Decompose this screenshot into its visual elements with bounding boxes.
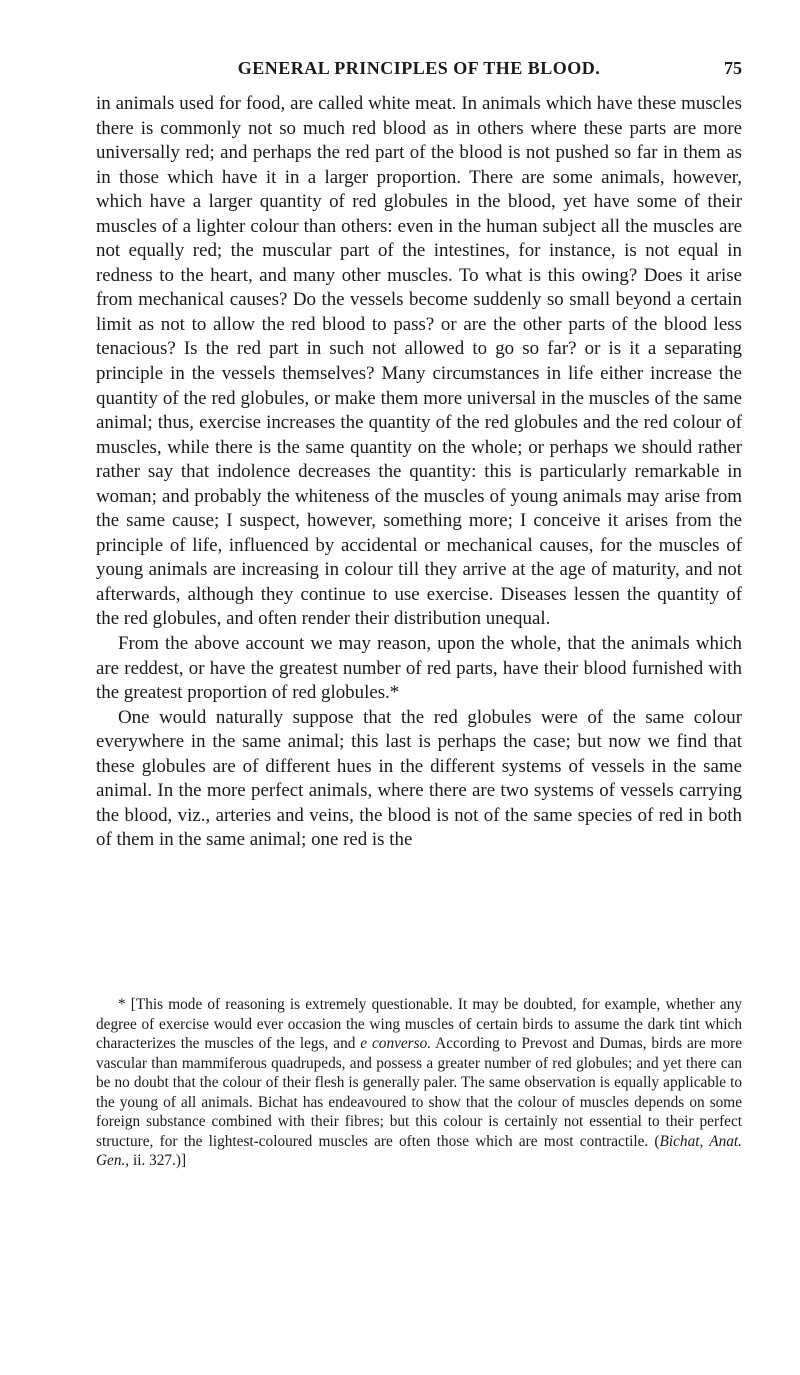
footnote-citation: Bichat, Anat. Gen.,	[96, 1132, 742, 1170]
running-head	[96, 58, 742, 82]
footnote	[96, 995, 742, 1171]
body-text	[96, 92, 742, 853]
footnote-italic-e-converso: e converso.	[360, 1035, 432, 1053]
paragraph-reasoning: From the above account we may reason, upon the whole, that the animals which are reddest, or have the greatest number of red parts, have their blood furnished with the greatest proportion of red globules.*	[96, 633, 742, 704]
footnote-text-3: ii. 327.)]	[129, 1152, 187, 1170]
footnote-text-1: * [This mode of reasoning is extremely questionable. It may be doubted, for example, whether any degree of exercise would ever occasion the wing muscles of certain birds to assume the dark tint which characterizes the muscles of the legs, and	[96, 996, 742, 1053]
paragraph-globule-hues: One would naturally suppose that the red globules were of the same colour everywhere in the same animal; this last is perhaps the case; but now we find that these globules are of different hues in the different systems of vessels in the same animal. In the more perfect animals, where there are two systems of vessels carrying the blood, viz., arteries and veins, the blood is not of the same species of red in both of them in the same animal; one red is the	[96, 706, 742, 851]
footnote-text-2: According to Prevost and Dumas, birds are more vascular than mammiferous quadrupeds, and possess a greater number of red globules; and yet there can be no doubt that the colour of their flesh is generally paler. The same observation is equally applicable to the young of all animals. Bichat has endeavoured to show that the colour of muscles depends on some foreign substance combined with their fibres; but this colour is certainly not essential to their perfect structure, for the lightest-coloured muscles are often those which are most contractile. (	[96, 1035, 742, 1150]
running-title: GENERAL PRINCIPLES OF THE BLOOD.	[237, 58, 601, 78]
paragraph-continued: in animals used for food, are called white meat. In animals which have these muscles there is commonly not so much red blood as in others where these parts are more universally red; and perhaps the red part of the blood is not pushed so far in them as in those which have it in a larger proportion. There are some animals, however, which have a larger quantity of red globules in the blood, yet have some of their muscles of a lighter colour than others: even in the human subject all the muscles are not equally red; the muscular part of the intestines, for instance, is not equal in redness to the heart, and many other muscles. To what is this owing? Does it arise from mechanical causes? Do the vessels become suddenly so small beyond a certain limit as not to allow the red blood to pass? or are the other parts of the blood less tenacious? Is the red part in such not allowed to go so far? or is it a separating principle in the vessels themselves? Many circumstances in life either increase the quantity of the red globules, or make them more universal in the muscles of the same animal; thus, exercise increases the quantity of the red globules and the red colour of muscles, while there is the same quantity on the whole; or perhaps we should rather rather say that indolence decreases the quantity: this is particularly remarkable in woman; and probably the whiteness of the muscles of young animals may arise from the same cause; I suspect, however, something more; I conceive it arises from the principle of life, influenced by accidental or mechanical causes, for the muscles of young animals are increasing in colour till they arrive at the age of maturity, and not afterwards, although they continue to use exercise. Diseases lessen the quantity of the red globules, and often render their distribution unequal.	[96, 93, 742, 630]
page-number: 75	[724, 58, 742, 78]
